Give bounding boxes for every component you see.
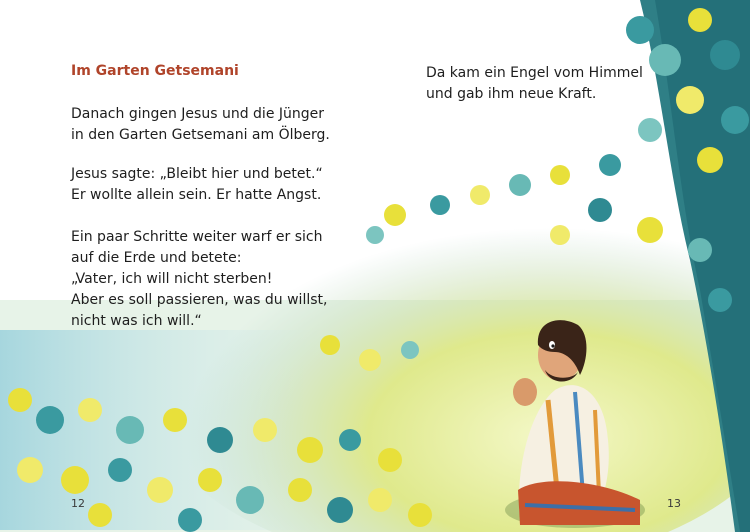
text-line: auf die Erde und betete: (71, 250, 242, 266)
paragraph-3 (71, 227, 327, 332)
paragraph-1 (71, 104, 330, 146)
page-title: Im Garten Getsemani (71, 63, 239, 79)
page-number-right: 13 (667, 497, 681, 510)
text-line: Danach gingen Jesus und die Jünger (71, 106, 325, 122)
text-line: Ein paar Schritte weiter warf er sich (71, 229, 323, 245)
text-line: „Vater, ich will nicht sterben! (71, 271, 273, 287)
text-line: Da kam ein Engel vom Himmel (426, 65, 643, 81)
right-page-text (426, 63, 643, 105)
text-line: Jesus sagte: „Bleibt hier und betet.“ (71, 166, 323, 182)
text-line: Aber es soll passieren, was du willst, (71, 292, 328, 308)
text-line: und gab ihm neue Kraft. (426, 86, 597, 102)
text-line: Er wollte allein sein. Er hatte Angst. (71, 187, 322, 203)
paragraph-2 (71, 164, 323, 206)
text-line: nicht was ich will.“ (71, 313, 202, 329)
page-number-left: 12 (71, 497, 85, 510)
text-line: in den Garten Getsemani am Ölberg. (71, 127, 330, 143)
